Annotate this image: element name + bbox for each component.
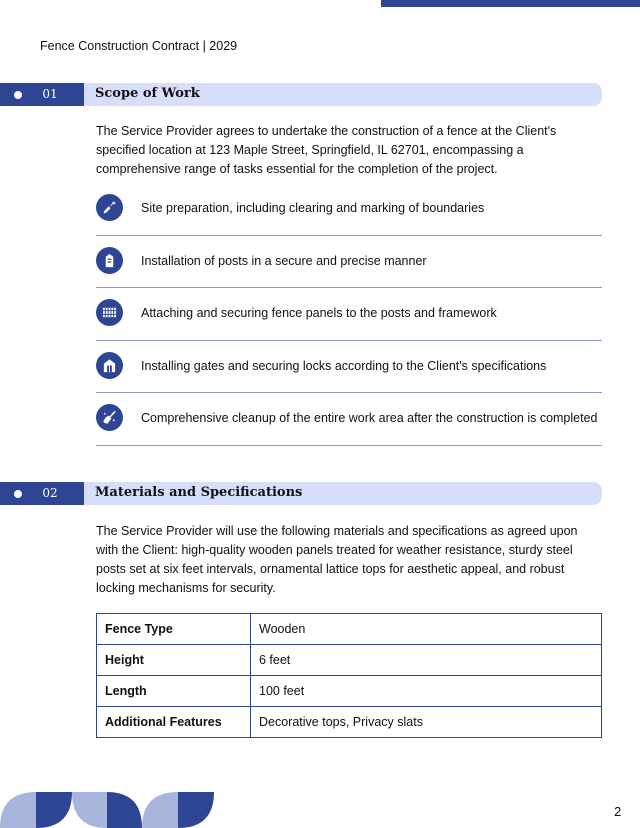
table-row (97, 645, 602, 676)
table-row (97, 614, 602, 645)
post-icon (96, 247, 123, 274)
list-item (96, 288, 602, 341)
section-title: Materials and Specifications (95, 485, 303, 500)
task-text: Attaching and securing fence panels to the posts and framework (141, 306, 497, 321)
bullet-dot-icon (14, 490, 22, 498)
section-number: 02 (42, 486, 58, 500)
spec-value: 6 feet (251, 645, 602, 676)
task-text: Comprehensive cleanup of the entire work area after the construction is completed (141, 411, 598, 426)
section-header-materials (0, 482, 602, 505)
section-title-block (84, 83, 602, 106)
section-number: 01 (42, 87, 58, 101)
decorative-shapes (0, 792, 214, 828)
specifications-table (96, 613, 602, 738)
section-number-block (0, 83, 84, 106)
materials-intro-paragraph: The Service Provider will use the following materials and specifications as agreed upon with the Client: high-quality wooden panels treated for weather resistance, sturdy steel posts set at six feet intervals, ornamental lattice tops for aesthetic appeal, and robust locking mechanisms for security. (96, 524, 578, 595)
task-text: Installing gates and securing locks according to the Client's specifications (141, 358, 547, 373)
list-item (96, 236, 602, 289)
fence-panel-icon (96, 299, 123, 326)
spec-label: Length (97, 676, 251, 707)
spec-label: Additional Features (97, 707, 251, 738)
spec-value: 100 feet (251, 676, 602, 707)
bullet-dot-icon (14, 91, 22, 99)
list-item (96, 183, 602, 236)
task-text: Site preparation, including clearing and marking of boundaries (141, 201, 485, 215)
spec-label: Fence Type (97, 614, 251, 645)
broom-icon (96, 404, 123, 431)
spec-label: Height (97, 645, 251, 676)
section-number-block (0, 482, 84, 505)
section-title-block (84, 482, 602, 505)
scope-intro-paragraph: The Service Provider agrees to undertake the construction of a fence at the Client's specified location at 123 Maple Street, Springfield, IL 62701, encompassing a comprehensive range of tasks essential for the completion of the project. (96, 124, 557, 176)
list-item (96, 341, 602, 394)
top-accent-bar (381, 0, 640, 7)
spec-value: Decorative tops, Privacy slats (251, 707, 602, 738)
list-item (96, 393, 602, 446)
table-row (97, 676, 602, 707)
table-row (97, 707, 602, 738)
spec-value: Wooden (251, 614, 602, 645)
section-header-scope-of-work (0, 83, 602, 106)
task-text: Installation of posts in a secure and precise manner (141, 253, 427, 268)
document-header: Fence Construction Contract | 2029 (40, 39, 238, 53)
section-title: Scope of Work (95, 86, 200, 101)
page-number: 2 (614, 804, 622, 819)
gate-icon (96, 352, 123, 379)
shovel-icon (96, 194, 123, 221)
scope-task-list (96, 183, 602, 446)
